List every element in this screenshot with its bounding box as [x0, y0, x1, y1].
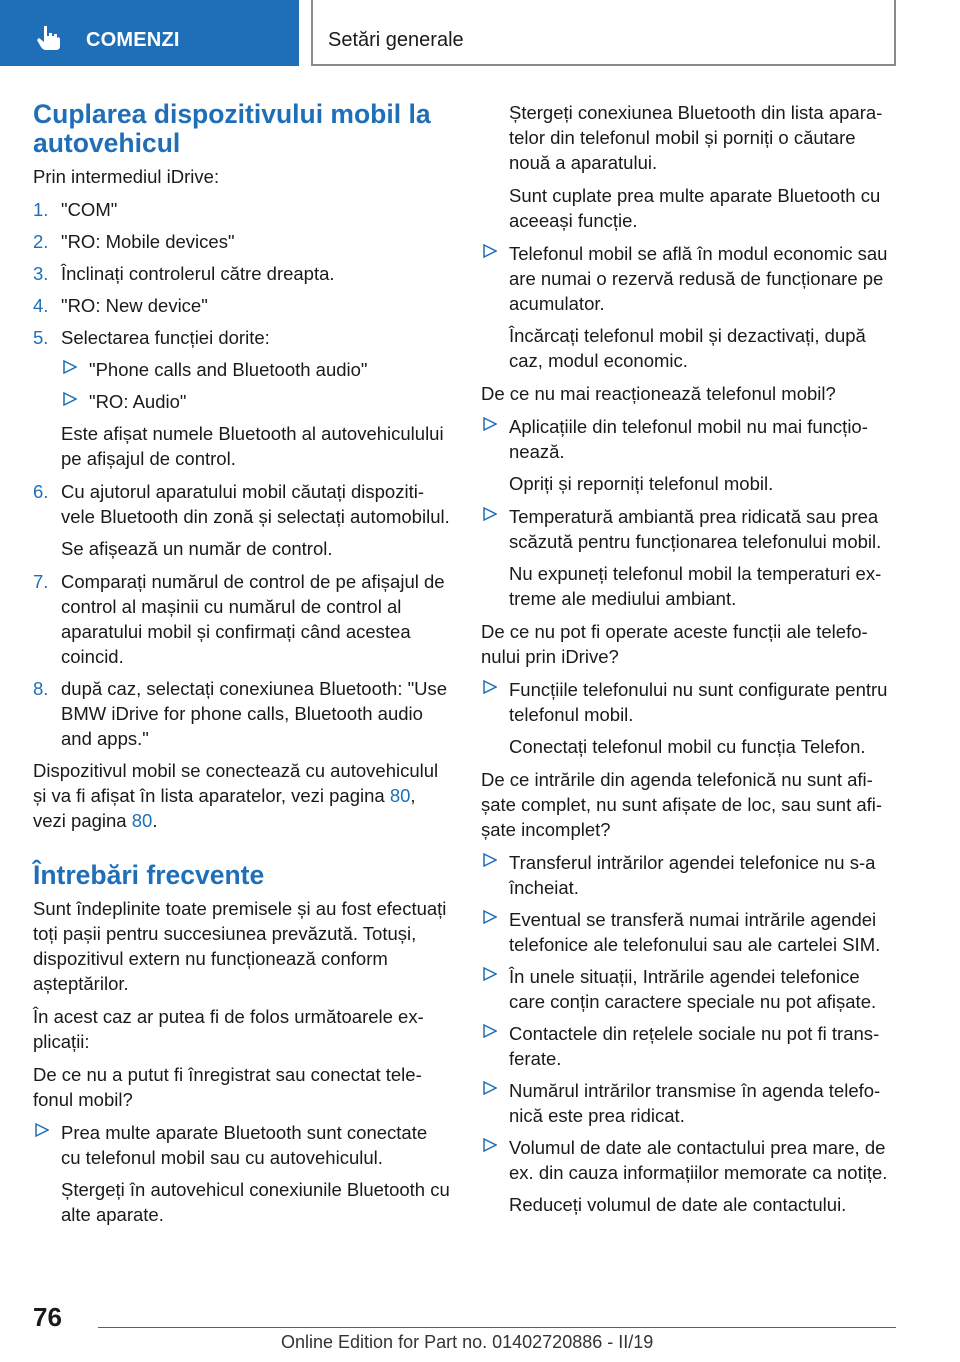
page-link[interactable]: 80 [131, 810, 153, 831]
faq-answer [481, 907, 897, 957]
bullet-triangle-icon [483, 1081, 497, 1095]
step-number: 8. [33, 678, 49, 699]
answer-text: Contactele din rețelele sociale nu pot fi transferate. [509, 1023, 880, 1069]
step-item [33, 676, 451, 751]
section-title: Setări generale [328, 29, 464, 51]
faq-answer [481, 1021, 897, 1071]
heading-faq: Întrebări frecvente [33, 860, 265, 890]
answer-note: Reduceți volumul de date ale contactului. [509, 1194, 847, 1215]
bullet-triangle-icon [35, 1123, 49, 1137]
step-number: 7. [33, 571, 49, 592]
hand-pointer-icon [36, 24, 62, 52]
chapter-tab [0, 0, 299, 66]
section-header-box [311, 0, 896, 66]
edition-info: Online Edition for Part no. 01402720886 - II/19 [281, 1332, 654, 1352]
page-number: 76 [33, 1302, 62, 1332]
step-text: Cu ajutorul aparatului mobil căutați dispozitivele Bluetooth din zonă și selectați automobilul. [61, 481, 450, 527]
faq-answer [481, 1078, 897, 1128]
step-text: Selectarea funcției dorite: [61, 327, 270, 348]
faq-answer [481, 414, 897, 464]
bullet-triangle-icon [483, 1138, 497, 1152]
step-number: 2. [33, 231, 49, 252]
bullet-triangle-icon [483, 853, 497, 867]
faq-answer [481, 504, 897, 554]
step-text: Comparați numărul de control de pe afișajul de control al mașinii cu numărul de control al aparatului mobil și confirmați când acestea coincid. [61, 571, 445, 667]
faq-answer [33, 1120, 451, 1170]
step-note: Se afișează un număr de control. [61, 538, 333, 559]
step-item [33, 293, 451, 318]
chapter-label: COMENZI [86, 29, 180, 51]
step-number: 5. [33, 327, 49, 348]
step-number: 1. [33, 199, 49, 220]
faq-question: De ce nu mai reacționează telefonul mobil? [481, 383, 836, 404]
sub-option-text: "RO: Audio" [89, 391, 187, 412]
faq-answer [481, 964, 897, 1014]
step-note: Este afișat numele Bluetooth al autovehiculului pe afișajul de control. [61, 423, 444, 469]
answer-note: Nu expuneți telefonul mobil la temperaturi extreme ale mediului ambiant. [509, 563, 882, 609]
sub-option [33, 357, 451, 382]
faq-question: De ce nu pot fi operate aceste funcții ale telefonului prin iDrive? [481, 621, 868, 667]
bullet-triangle-icon [63, 392, 77, 406]
step-text: "RO: New device" [61, 295, 208, 316]
page-header [0, 0, 960, 66]
answer-text: Eventual se transferă numai intrările agendei telefonice ale telefonului sau ale cartelei SIM. [509, 909, 881, 955]
bullet-triangle-icon [483, 417, 497, 431]
answer-text: Aplicațiile din telefonul mobil nu mai funcționează. [509, 416, 868, 462]
sub-option-text: "Phone calls and Bluetooth audio" [89, 359, 368, 380]
faq-answer [481, 241, 897, 316]
faq-intro: Sunt îndeplinite toate premisele și au fost efectuați toți pașii pentru succesiunea prevăzută. Totuși, dispozitivul extern nu funcționează conform așteptărilor. [33, 898, 447, 994]
bullet-triangle-icon [483, 507, 497, 521]
faq-intro-2: În acest caz ar putea fi de folos următoarele explicații: [33, 1006, 424, 1052]
sentence-end: . [152, 810, 158, 831]
separator: , [410, 785, 416, 806]
answer-note: Ștergeți în autovehicul conexiunile Bluetooth cu alte aparate. [61, 1179, 450, 1225]
step-number: 4. [33, 295, 49, 316]
left-column [33, 100, 451, 1235]
answer-text: Funcțiile telefonului nu sunt configurate pentru telefonul mobil. [509, 679, 888, 725]
answer-text: Numărul intrărilor transmise în agenda telefonică este prea ridicat. [509, 1080, 881, 1126]
answer-note: Conectați telefonul mobil cu funcția Telefon. [509, 736, 866, 757]
answer-note: Opriți și reporniți telefonul mobil. [509, 473, 774, 494]
answer-text: Prea multe aparate Bluetooth sunt conectate cu telefonul mobil sau cu autovehiculul. [61, 1122, 428, 1168]
answer-text: Telefonul mobil se află în modul economic sau are numai o rezervă redusă de funcționare pe acumulator. [509, 243, 888, 314]
step-item [33, 569, 451, 669]
page-link[interactable]: 80 [389, 785, 411, 806]
answer-note: Sunt cuplate prea multe aparate Bluetooth cu aceeași funcție. [509, 185, 881, 231]
faq-question: De ce intrările din agenda telefonică nu sunt afișate complet, nu sunt afișate de loc, sau sunt afișate incomplet? [481, 769, 883, 840]
step-text: "RO: Mobile devices" [61, 231, 235, 252]
step-text: după caz, selectați conexiunea Bluetooth: "Use BMW iDrive for phone calls, Bluetooth audio and apps." [61, 678, 448, 749]
step-item [33, 261, 451, 286]
connection-text-2: vezi pagina [33, 810, 132, 831]
step-item [33, 479, 451, 529]
bullet-triangle-icon [63, 360, 77, 374]
answer-text: Transferul intrărilor agendei telefonice nu s-a încheiat. [509, 852, 876, 898]
step-item [33, 197, 451, 222]
faq-answer [481, 1135, 897, 1185]
bullet-triangle-icon [483, 244, 497, 258]
intro-text: Prin intermediul iDrive: [33, 166, 220, 187]
faq-question: De ce nu a putut fi înregistrat sau conectat telefonul mobil? [33, 1064, 422, 1110]
step-number: 6. [33, 481, 49, 502]
heading-pairing: Cuplarea dispozitivului mobil la autovehicul [33, 99, 431, 158]
bullet-triangle-icon [483, 910, 497, 924]
bullet-triangle-icon [483, 967, 497, 981]
step-item [33, 325, 451, 350]
faq-answer [481, 850, 897, 900]
step-text: Înclinați controlerul către dreapta. [61, 263, 335, 284]
footer-divider [98, 1327, 896, 1328]
sub-option [33, 389, 451, 414]
step-item [33, 229, 451, 254]
bullet-triangle-icon [483, 1024, 497, 1038]
right-column [481, 100, 897, 1225]
answer-text: În unele situații, Intrările agendei telefonice care conțin caractere speciale nu pot afișate. [509, 966, 877, 1012]
step-text: "COM" [61, 199, 118, 220]
connection-info [33, 758, 451, 833]
bullet-triangle-icon [483, 680, 497, 694]
answer-note: Ștergeți conexiunea Bluetooth din lista aparatelor din telefonul mobil și porniți o căutare nouă a aparatului. [509, 102, 883, 173]
step-number: 3. [33, 263, 49, 284]
answer-note: Încărcați telefonul mobil și dezactivați, după caz, modul economic. [509, 325, 866, 371]
answer-text: Volumul de date ale contactului prea mare, de ex. din cauza informațiilor memorate ca notițe. [509, 1137, 888, 1183]
answer-text: Temperatură ambiantă prea ridicată sau prea scăzută pentru funcționarea telefonului mobil. [509, 506, 882, 552]
faq-answer [481, 677, 897, 727]
connection-text: Dispozitivul mobil se conectează cu autovehiculul și va fi afișat în lista aparatelor, vezi pagina [33, 760, 439, 806]
